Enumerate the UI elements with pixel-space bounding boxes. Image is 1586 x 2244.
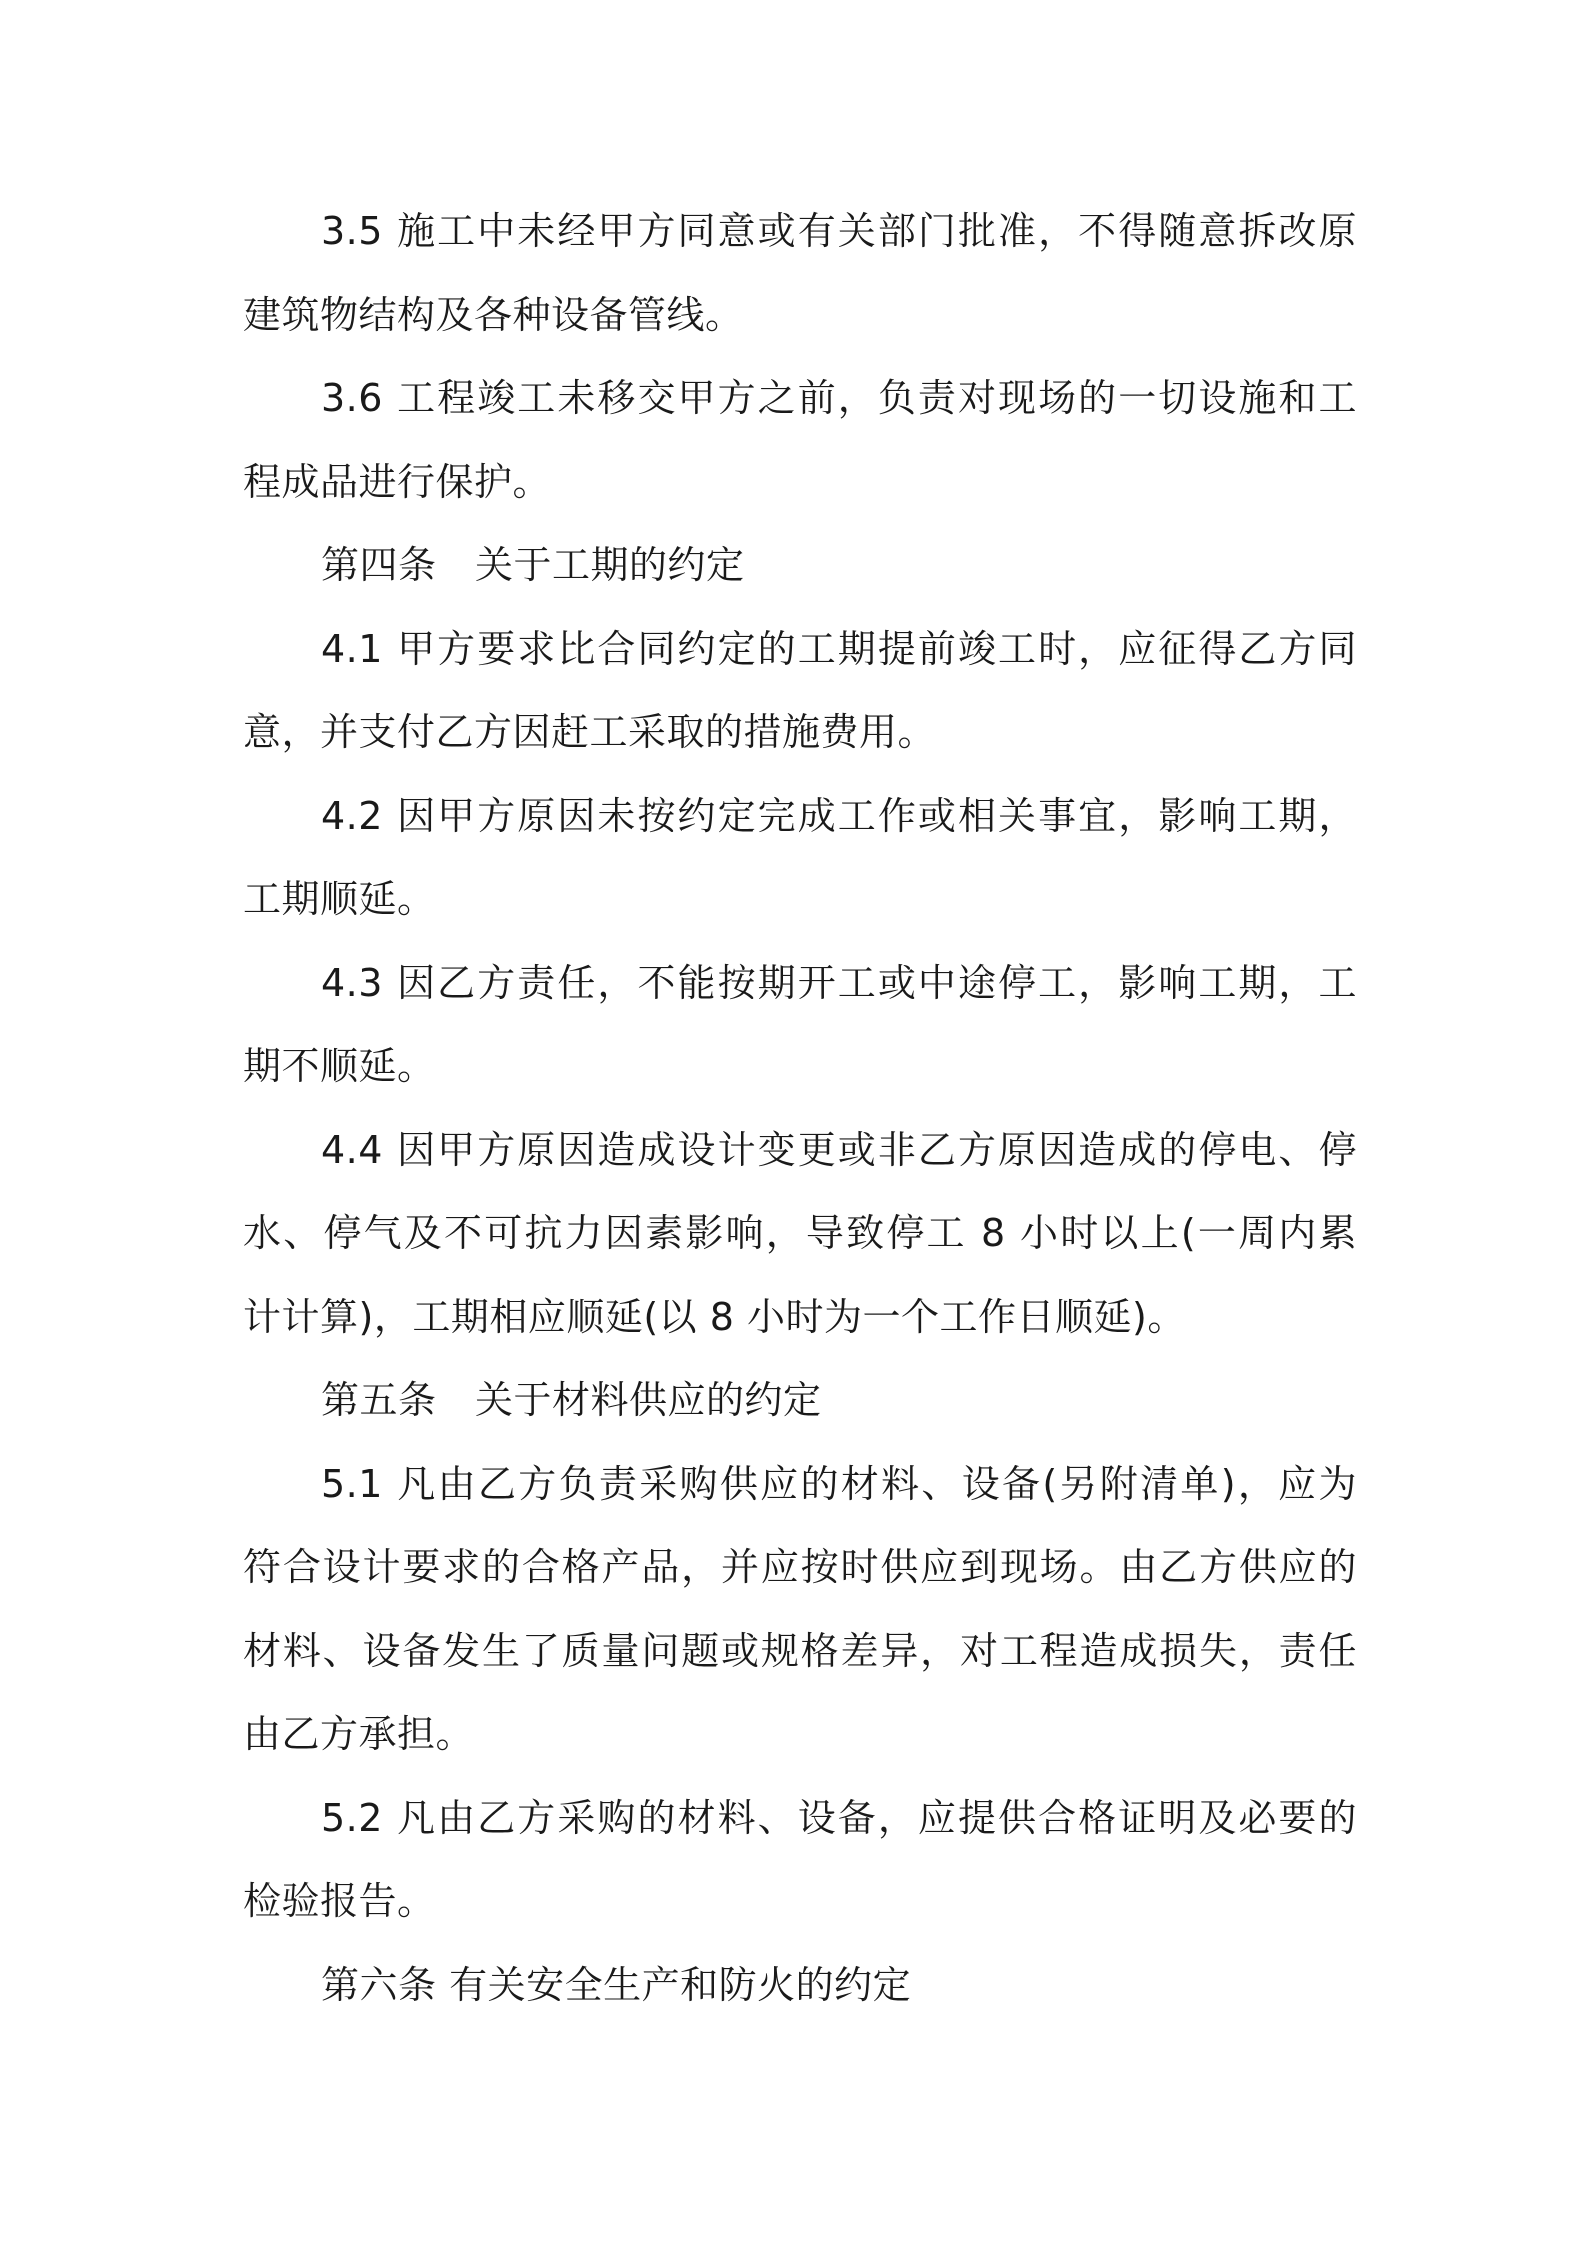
clause-3-5-line-1: 3.5 施工中未经甲方同意或有关部门批准，不得随意拆改原	[321, 209, 1357, 253]
clause-4-3-line-2: 期不顺延。	[243, 1044, 436, 1088]
clause-5-2-line-2: 检验报告。	[243, 1879, 436, 1923]
clause-3-5-line-2: 建筑物结构及各种设备管线。	[243, 292, 744, 337]
clause-5-2-line-1: 5.2 凡由乙方采购的材料、设备，应提供合格证明及必要的	[321, 1795, 1357, 1840]
clause-3-6-line-1: 3.6 工程竣工未移交甲方之前，负责对现场的一切设施和工	[321, 376, 1357, 420]
clause-4-1-line-2: 意，并支付乙方因赶工采取的措施费用。	[243, 710, 937, 754]
clause-5-1-line-1: 5.1 凡由乙方负责采购供应的材料、设备(另附清单)，应为	[321, 1461, 1357, 1506]
clause-5-1-line-4: 由乙方承担。	[243, 1712, 475, 1756]
article-5-heading: 第五条 关于材料供应的约定	[321, 1378, 822, 1422]
clause-4-4-line-2: 水、停气及不可抗力因素影响，导致停工 8 小时以上(一周内累	[243, 1211, 1357, 1255]
clause-5-1-line-2: 符合设计要求的合格产品，并应按时供应到现场。由乙方供应的	[243, 1545, 1357, 1589]
document-body	[243, 190, 1357, 2027]
clause-4-3-line-1: 4.3 因乙方责任，不能按期开工或中途停工，影响工期，工	[321, 960, 1357, 1005]
article-6-heading: 第六条 有关安全生产和防火的约定	[321, 1962, 912, 2007]
clause-3-6-line-2: 程成品进行保护。	[243, 459, 552, 504]
clause-4-2-line-2: 工期顺延。	[243, 877, 436, 921]
clause-4-4-line-3: 计计算)，工期相应顺延(以 8 小时为一个工作日顺延)。	[243, 1294, 1186, 1339]
clause-4-1-line-1: 4.1 甲方要求比合同约定的工期提前竣工时，应征得乙方同	[321, 626, 1357, 671]
article-4-heading: 第四条 关于工期的约定	[321, 543, 745, 587]
clause-5-1-line-3: 材料、设备发生了质量问题或规格差异，对工程造成损失，责任	[243, 1628, 1357, 1673]
clause-4-4-line-1: 4.4 因甲方原因造成设计变更或非乙方原因造成的停电、停	[321, 1127, 1357, 1172]
clause-4-2-line-1: 4.2 因甲方原因未按约定完成工作或相关事宜，影响工期，	[321, 793, 1357, 838]
